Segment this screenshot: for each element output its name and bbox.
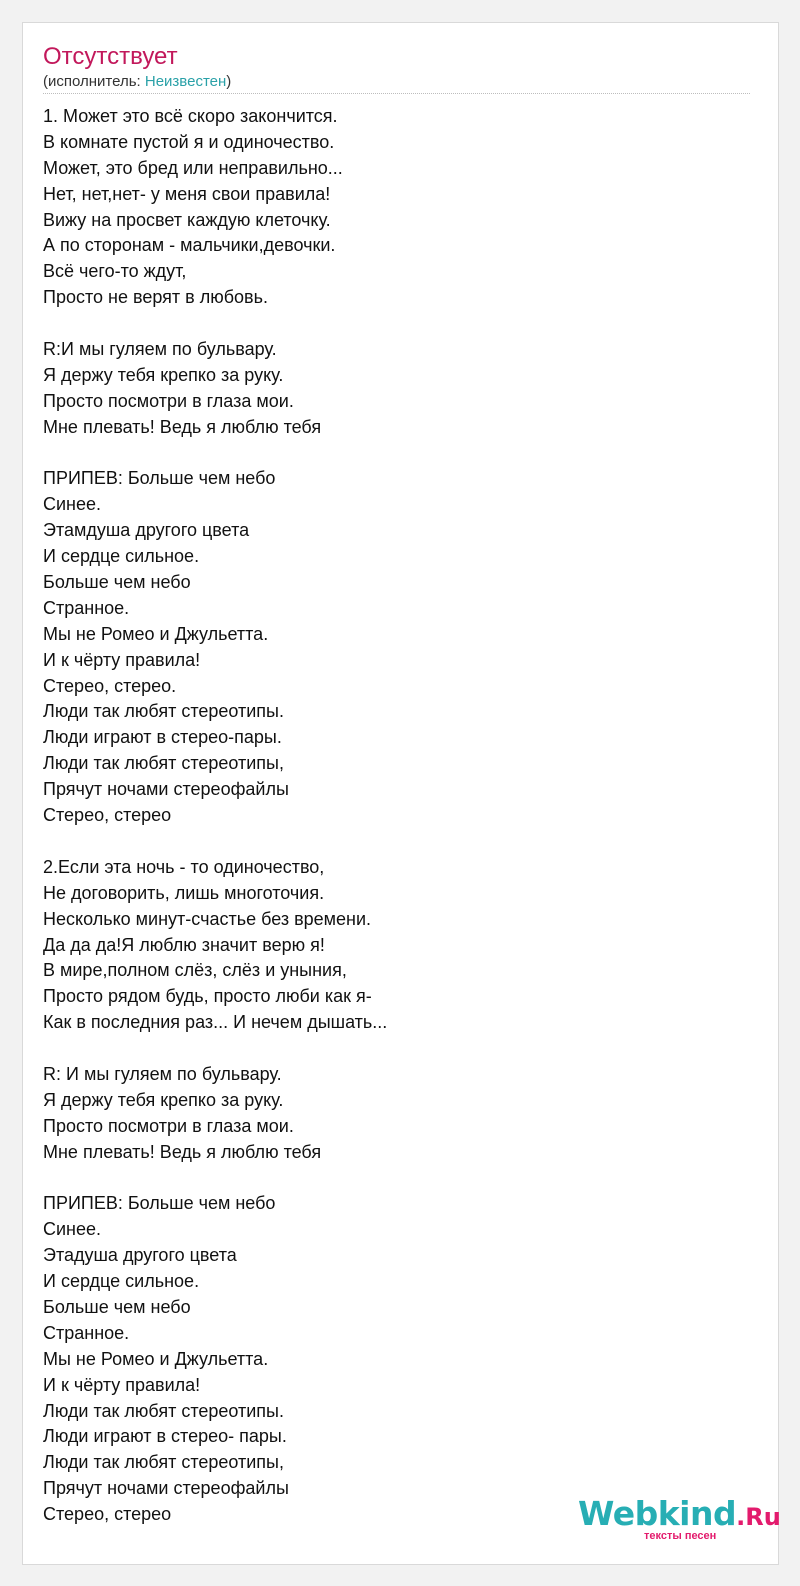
logo-tagline: тексты песен — [644, 1530, 717, 1542]
lyrics-card — [22, 22, 779, 1565]
lyrics-line: Я держу тебя крепко за руку. — [43, 364, 284, 385]
site-logo[interactable] — [578, 1494, 781, 1544]
lyrics-line: Больше чем небо — [43, 1296, 191, 1317]
lyrics-text — [43, 104, 743, 1528]
lyrics-line: Стерео, стерео — [43, 805, 172, 826]
lyrics-line: Стерео, стерео — [43, 1504, 172, 1525]
lyrics-line: Просто не верят в любовь. — [43, 287, 268, 308]
lyrics-line: Прячут ночами стереофайлы — [43, 1478, 289, 1499]
lyrics-line: Мы не Ромео и Джульетта. — [43, 623, 269, 644]
artist-line — [43, 73, 231, 91]
lyrics-line — [43, 1166, 743, 1192]
lyrics-line: Люди играют в стерео-пары. — [43, 727, 282, 748]
lyrics-line: Как в последния раз... И нечем дышать... — [43, 1012, 388, 1033]
artist-prefix: (исполнитель: — [43, 73, 145, 90]
lyrics-line: Люди играют в стерео- пары. — [43, 1426, 287, 1447]
lyrics-line: Стерео, стерео. — [43, 675, 177, 696]
lyrics-line: Вижу на просвет каждую клеточку. — [43, 209, 331, 230]
lyrics-line: Просто рядом будь, просто люби как я- — [43, 986, 372, 1007]
lyrics-line: Люди так любят стереотипы, — [43, 1452, 284, 1473]
lyrics-line: Не договорить, лишь многоточия. — [43, 882, 325, 903]
lyrics-line: Мы не Ромео и Джульетта. — [43, 1348, 269, 1369]
lyrics-line: Просто посмотри в глаза мои. — [43, 390, 294, 411]
lyrics-line: ПРИПЕВ: Больше чем небо — [43, 1193, 276, 1214]
lyrics-line: Люди так любят стереотипы. — [43, 1400, 284, 1421]
lyrics-line — [43, 829, 743, 855]
lyrics-line: А по сторонам - мальчики,девочки. — [43, 235, 336, 256]
lyrics-line: Мне плевать! Ведь я люблю тебя — [43, 1141, 322, 1162]
lyrics-line: Синее. — [43, 1219, 102, 1240]
lyrics-line: Синее. — [43, 494, 102, 515]
lyrics-line: Всё чего-то ждут, — [43, 261, 187, 282]
logo-tld: .Ru — [736, 1503, 781, 1531]
lyrics-line: Прячут ночами стереофайлы — [43, 779, 289, 800]
song-title: Отсутствует — [43, 43, 178, 70]
lyrics-line: 1. Может это всё скоро закончится. — [43, 106, 338, 126]
artist-link[interactable]: Неизвестен — [144, 73, 227, 90]
lyrics-line: Люди так любят стереотипы, — [43, 753, 284, 774]
lyrics-line: R: И мы гуляем по бульвару. — [43, 1063, 282, 1084]
lyrics-line: Да да да!Я люблю значит верю я! — [43, 934, 325, 955]
lyrics-line — [43, 311, 743, 337]
lyrics-line: 2.Если эта ночь - то одиночество, — [43, 856, 325, 877]
lyrics-line: Может, это бред или неправильно... — [43, 157, 343, 178]
lyrics-line: Нет, нет,нет- у меня свои правила! — [43, 183, 331, 204]
lyrics-line: ПРИПЕВ: Больше чем небо — [43, 468, 276, 489]
lyrics-line: Я держу тебя крепко за руку. — [43, 1089, 284, 1110]
title-divider — [43, 93, 750, 94]
lyrics-line: В комнате пустой я и одиночество. — [43, 131, 335, 152]
lyrics-line: Мне плевать! Ведь я люблю тебя — [43, 416, 322, 437]
lyrics-line: Странное. — [43, 597, 130, 618]
lyrics-line: В мире,полном слёз, слёз и уныния, — [43, 960, 347, 981]
lyrics-line: И сердце сильное. — [43, 546, 200, 567]
lyrics-line: Просто посмотри в глаза мои. — [43, 1115, 294, 1136]
lyrics-line: Этадуша другого цвета — [43, 1245, 237, 1266]
lyrics-line: Люди так любят стереотипы. — [43, 701, 284, 722]
lyrics-line: И к чёрту правила! — [43, 649, 201, 670]
lyrics-line: И сердце сильное. — [43, 1271, 200, 1292]
artist-suffix: ) — [226, 73, 232, 90]
logo-main-text: Webkind — [578, 1494, 737, 1533]
lyrics-line: Несколько минут-счастье без времени. — [43, 908, 372, 929]
lyrics-line: Этамдуша другого цвета — [43, 520, 250, 541]
lyrics-line — [43, 441, 743, 467]
lyrics-line: И к чёрту правила! — [43, 1374, 201, 1395]
lyrics-line: Странное. — [43, 1322, 130, 1343]
lyrics-line — [43, 1036, 743, 1062]
lyrics-line: R:И мы гуляем по бульвару. — [43, 339, 277, 360]
lyrics-line: Больше чем небо — [43, 572, 191, 593]
